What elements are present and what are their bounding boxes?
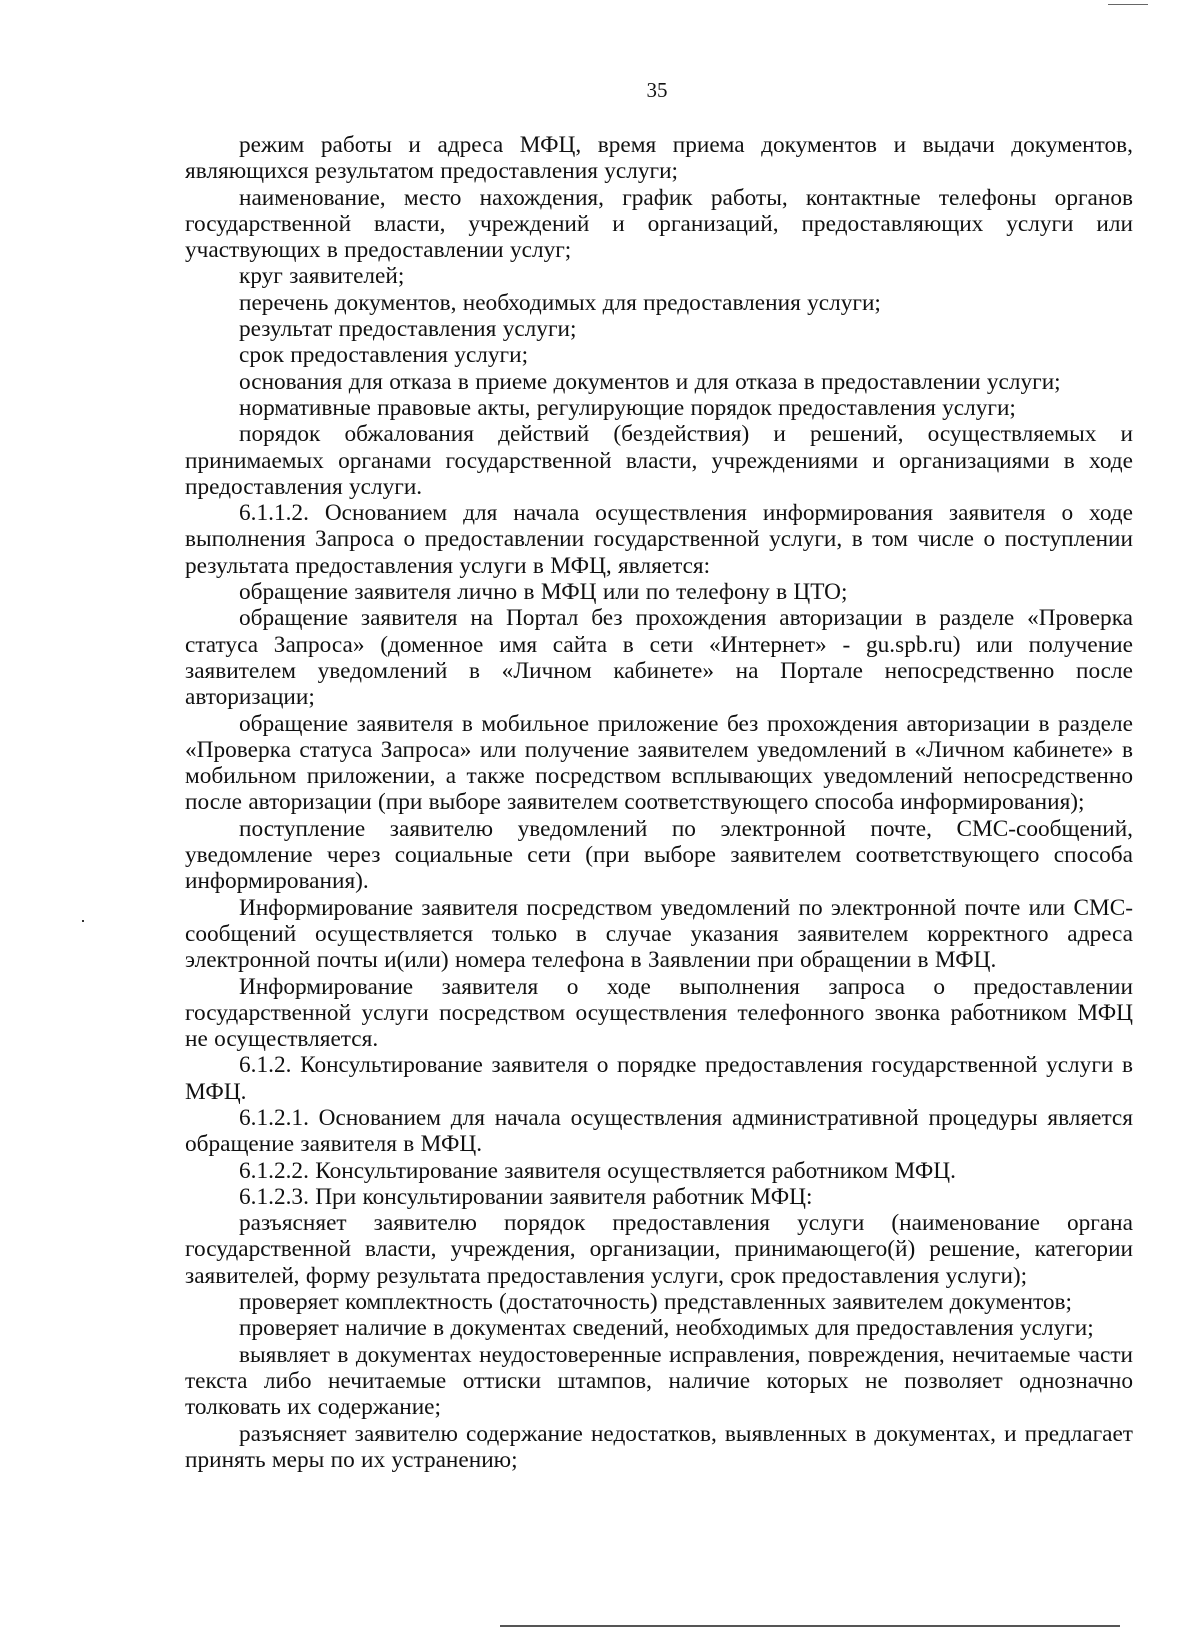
document-body [185,132,1133,1473]
paragraph: обращение заявителя в мобильное приложение без прохождения авторизации в разделе «Проверка статуса Запроса» или получение заявителем уведомлений в «Личном кабинете» в мобильном приложении, а также посредством всплывающих уведомлений непосредственно после авторизации (при выборе заявителем соответствующего способа информирования); [185,710,1133,816]
page-number: 35 [646,78,668,102]
paragraph: перечень документов, необходимых для предоставления услуги; [239,289,881,316]
scan-edge-mark [1108,4,1148,5]
paragraph: 6.1.2.1. Основанием для начала осуществления административной процедуры является обращение заявителя в МФЦ. [185,1104,1133,1158]
paragraph: 6.1.2.2. Консультирование заявителя осуществляется работником МФЦ. [239,1157,956,1184]
paragraph: основания для отказа в приеме документов и для отказа в предоставлении услуги; [239,368,1061,395]
paragraph: обращение заявителя лично в МФЦ или по телефону в ЦТО; [239,579,848,606]
paragraph: круг заявителей; [239,263,405,290]
paragraph: 6.1.2. Консультирование заявителя о порядке предоставления государственной услуги в МФЦ. [185,1052,1133,1105]
paragraph: срок предоставления услуги; [239,342,529,369]
scan-speck [82,920,84,922]
scan-bottom-edge [500,1625,1120,1627]
paragraph: нормативные правовые акты, регулирующие порядок предоставления услуги; [239,394,1016,421]
paragraph: 6.1.1.2. Основанием для начала осуществления информирования заявителя о ходе выполнения Запроса о предоставлении государственной услуги, в том числе о поступлении результата предоставления услуги в МФЦ, является: [185,500,1133,579]
paragraph: проверяет наличие в документах сведений, необходимых для предоставления услуги; [239,1315,1094,1342]
paragraph: обращение заявителя на Портал без прохождения авторизации в разделе «Проверка статуса Запроса» (доменное имя сайта в сети «Интернет» - gu.spb.ru) или получение заявителем уведомлений в «Личном кабинете» на Портале непосредственно после авторизации; [185,605,1133,711]
paragraph: Информирование заявителя о ходе выполнения запроса о предоставлении государственной услуги посредством осуществления телефонного звонка работником МФЦ не осуществляется. [185,973,1133,1053]
paragraph: разъясняет заявителю порядок предоставления услуги (наименование органа государственной власти, учреждения, организации, принимающего(й) решение, категории заявителей, форму результата предоставления услуги, срок предоставления услуги); [185,1210,1133,1289]
paragraph: выявляет в документах неудостоверенные исправления, повреждения, нечитаемые части текста либо нечитаемые оттиски штампов, наличие которых не позволяет однозначно толковать их содержание; [185,1341,1133,1421]
paragraph: порядок обжалования действий (бездействия) и решений, осуществляемых и принимаемых органами государственной власти, учреждениями и организациями в ходе предоставления услуги. [185,421,1133,500]
paragraph: результат предоставления услуги; [239,316,577,343]
paragraph: 6.1.2.3. При консультировании заявителя работник МФЦ: [239,1183,813,1210]
paragraph: наименование, место нахождения, график работы, контактные телефоны органов государственной власти, учреждений и организаций, предоставляющих услуги или участвующих в предоставлении услуг; [185,184,1133,264]
paragraph: Информирование заявителя посредством уведомлений по электронной почте или СМС-сообщений осуществляется только в случае указания заявителем корректного адреса электронной почты и(или) номера телефона в Заявлении при обращении в МФЦ. [185,894,1133,974]
paragraph: режим работы и адреса МФЦ, время приема документов и выдачи документов, являющихся результатом предоставления услуги; [185,132,1133,185]
paragraph: разъясняет заявителю содержание недостатков, выявленных в документах, и предлагает принять меры по их устранению; [185,1420,1133,1473]
paragraph: проверяет комплектность (достаточность) представленных заявителем документов; [239,1289,1073,1316]
paragraph: поступление заявителю уведомлений по электронной почте, СМС-сообщений, уведомление через социальные сети (при выборе заявителем соответствующего способа информирования). [185,815,1133,895]
